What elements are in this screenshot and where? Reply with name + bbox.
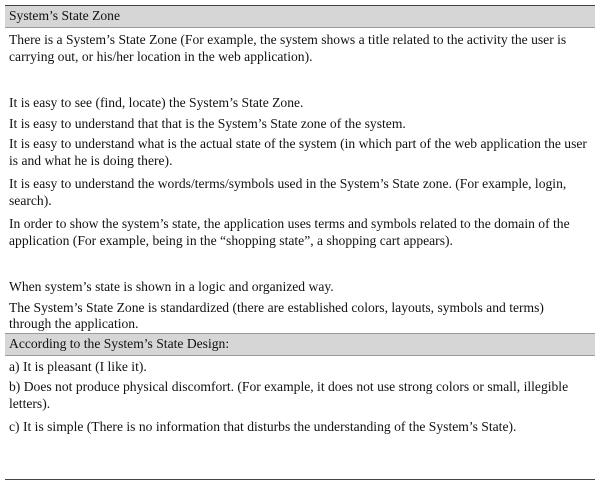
item-state-zone-exists: There is a System’s State Zone (For example, the system shows a title related to the activity the user is carrying out, or his/her location in the web application). [9,32,567,64]
item-standardized: The System’s State Zone is standardized (there are established colors, layouts, symbols and terms) through the application. [9,299,544,331]
section-heading-state-zone: System’s State Zone [5,6,595,28]
item-easy-to-see: It is easy to see (find, locate) the System’s State Zone. [9,95,304,110]
item-actual-state: It is easy to understand what is the actual state of the system (in which part of the web application the user is and what he is doing there). [9,136,587,168]
item-easy-to-understand-zone: It is easy to understand that that is the System’s State zone of the system. [9,115,406,131]
section-heading-state-design: According to the System’s State Design: [5,333,595,356]
item-pleasant: a) It is pleasant (I like it). [9,358,147,374]
item-simple: c) It is simple (There is no information that disturbs the understanding of the System’s State). [9,419,517,434]
questionnaire-table [5,5,595,480]
item-domain-terms: In order to show the system’s state, the application uses terms and symbols related to the domain of the application (For example, being in the “shopping state”, a shopping cart appears). [9,216,570,248]
item-no-physical-discomfort: b) Does not produce physical discomfort. (For example, it does not use strong colors or small, illegible letters). [9,379,569,411]
item-words-terms-symbols: It is easy to understand the words/terms/symbols used in the System’s State zone. (For example, login, search). [9,176,567,208]
item-logic-organized: When system’s state is shown in a logic and organized way. [9,279,334,294]
